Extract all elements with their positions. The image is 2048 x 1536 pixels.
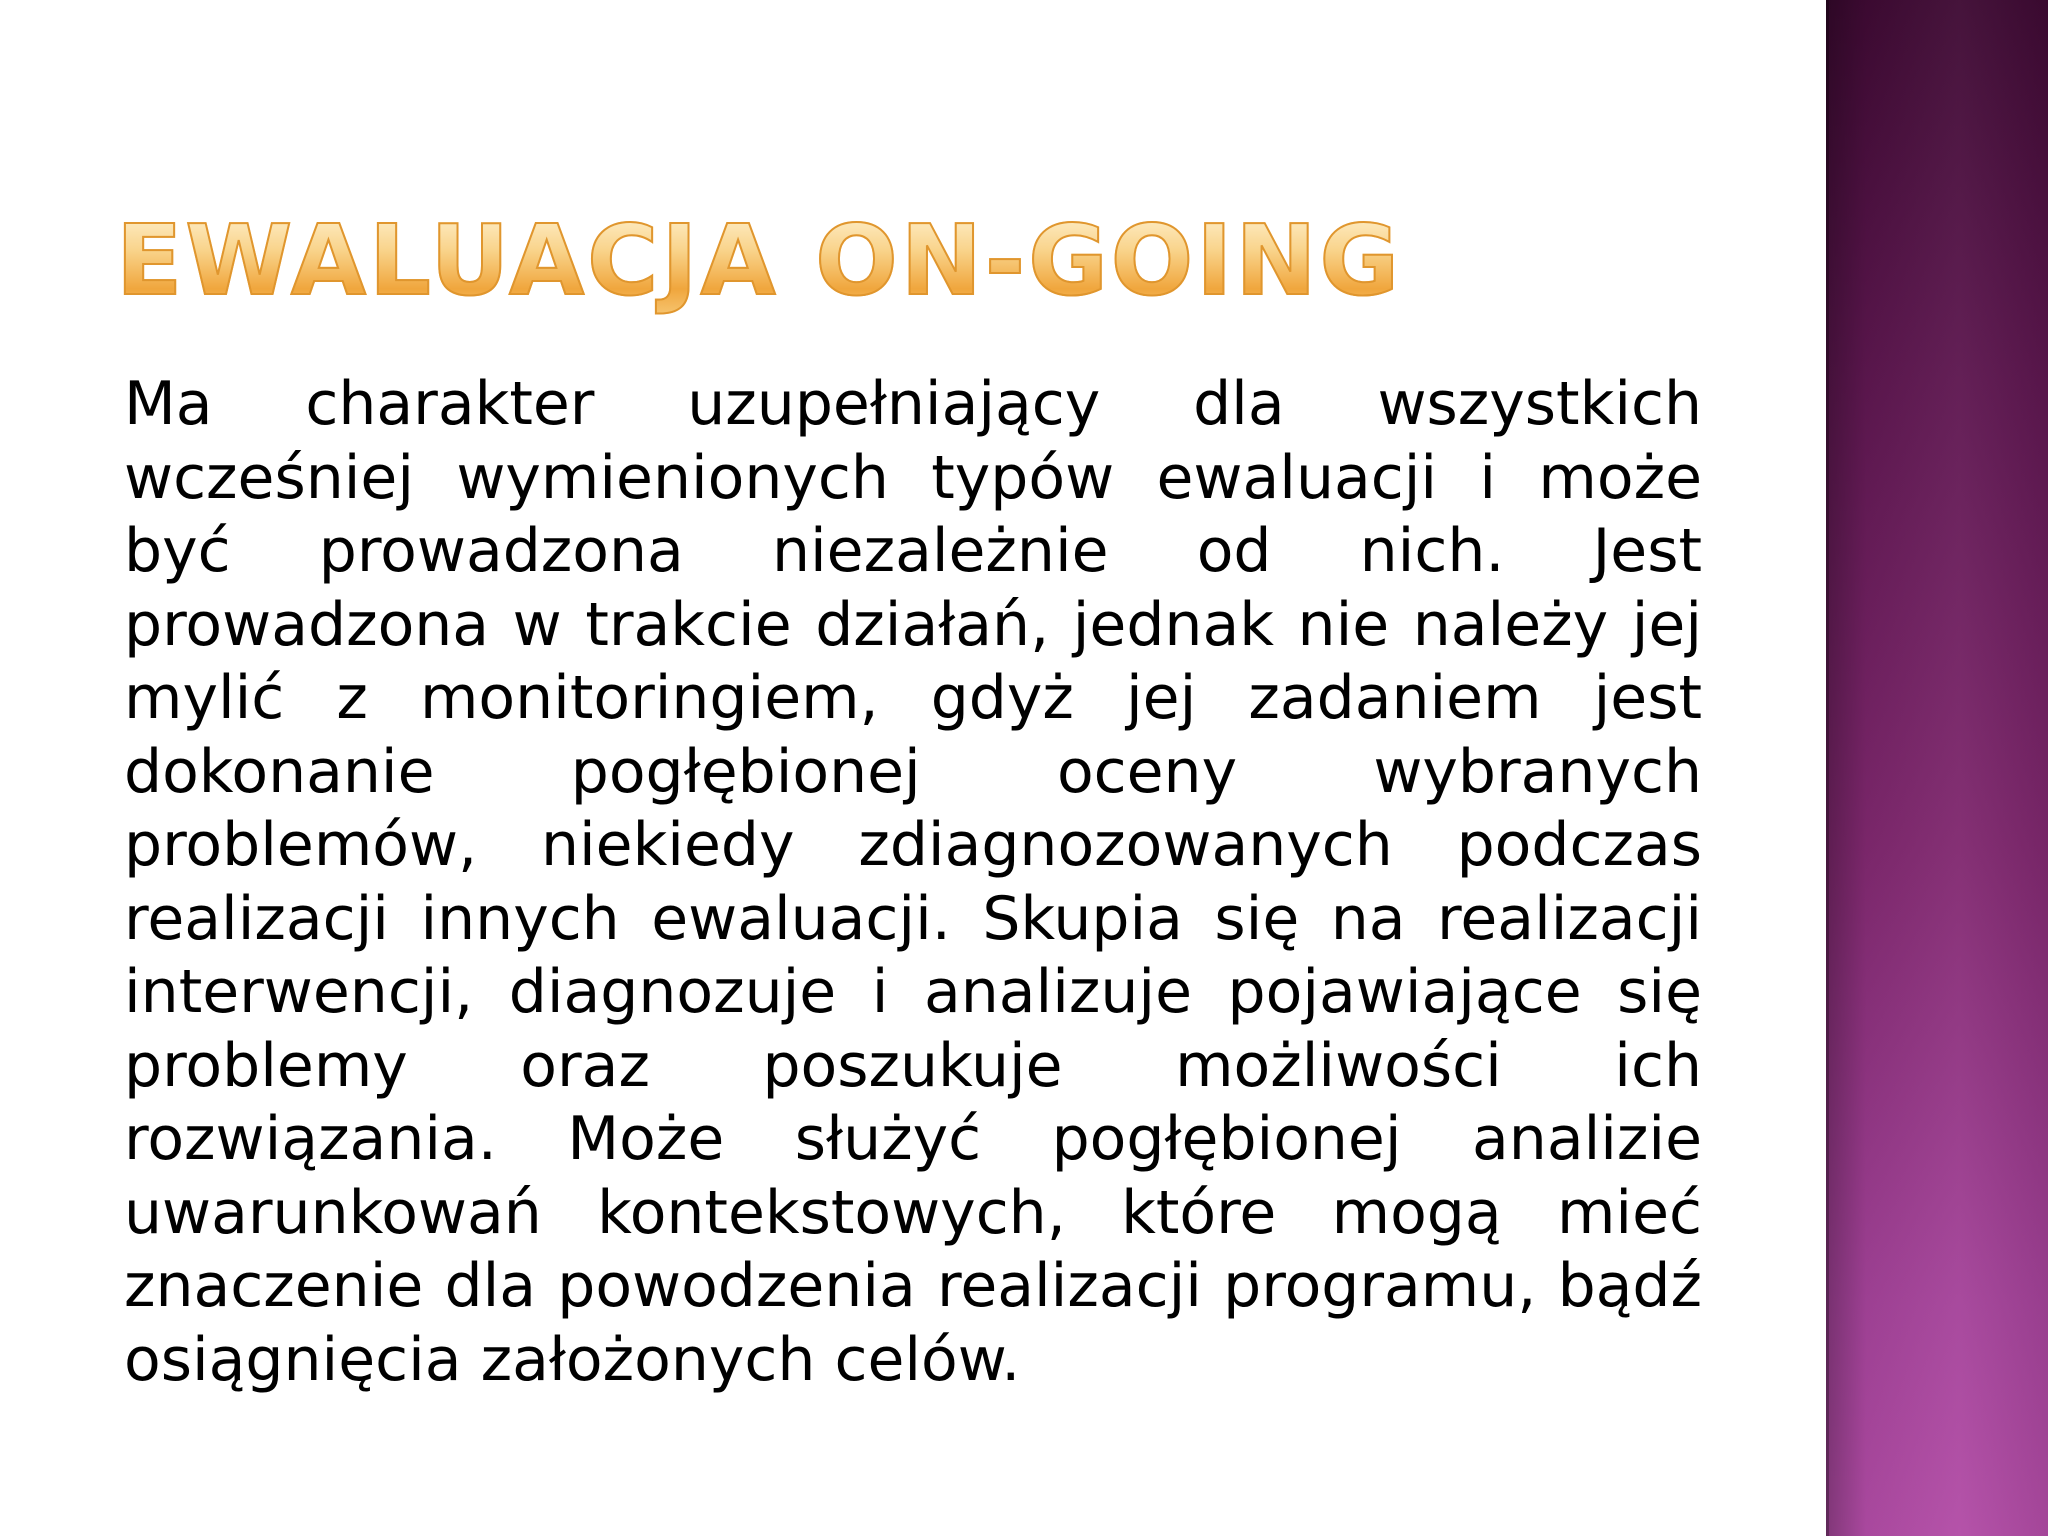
slide-body-text: Ma charakter uzupełniający dla wszystkich wcześniej wymienionych typów ewaluacji i może być prowadzona niezależnie od nich. Jest prowadzona w trakcie działań, jednak nie należy jej mylić z monitoringiem, gdyż jej zadaniem jest dokonanie pogłębionej oceny wybranych problemów, niekiedy zdiagnozowanych podczas realizacji innych ewaluacji. Skupia się na realizacji interwencji, diagnozuje i analizuje pojawiające się problemy oraz poszukuje możliwości ich rozwiązania. Może służyć pogłębionej analizie uwarunkowań kontekstowych, które mogą mieć znaczenie dla powodzenia realizacji programu, bądź osiągnięcia założonych celów. <box>124 369 1702 1395</box>
side-decor-band <box>1826 0 2048 1536</box>
slide-title: EWALUACJA ON-GOING <box>116 204 1403 317</box>
